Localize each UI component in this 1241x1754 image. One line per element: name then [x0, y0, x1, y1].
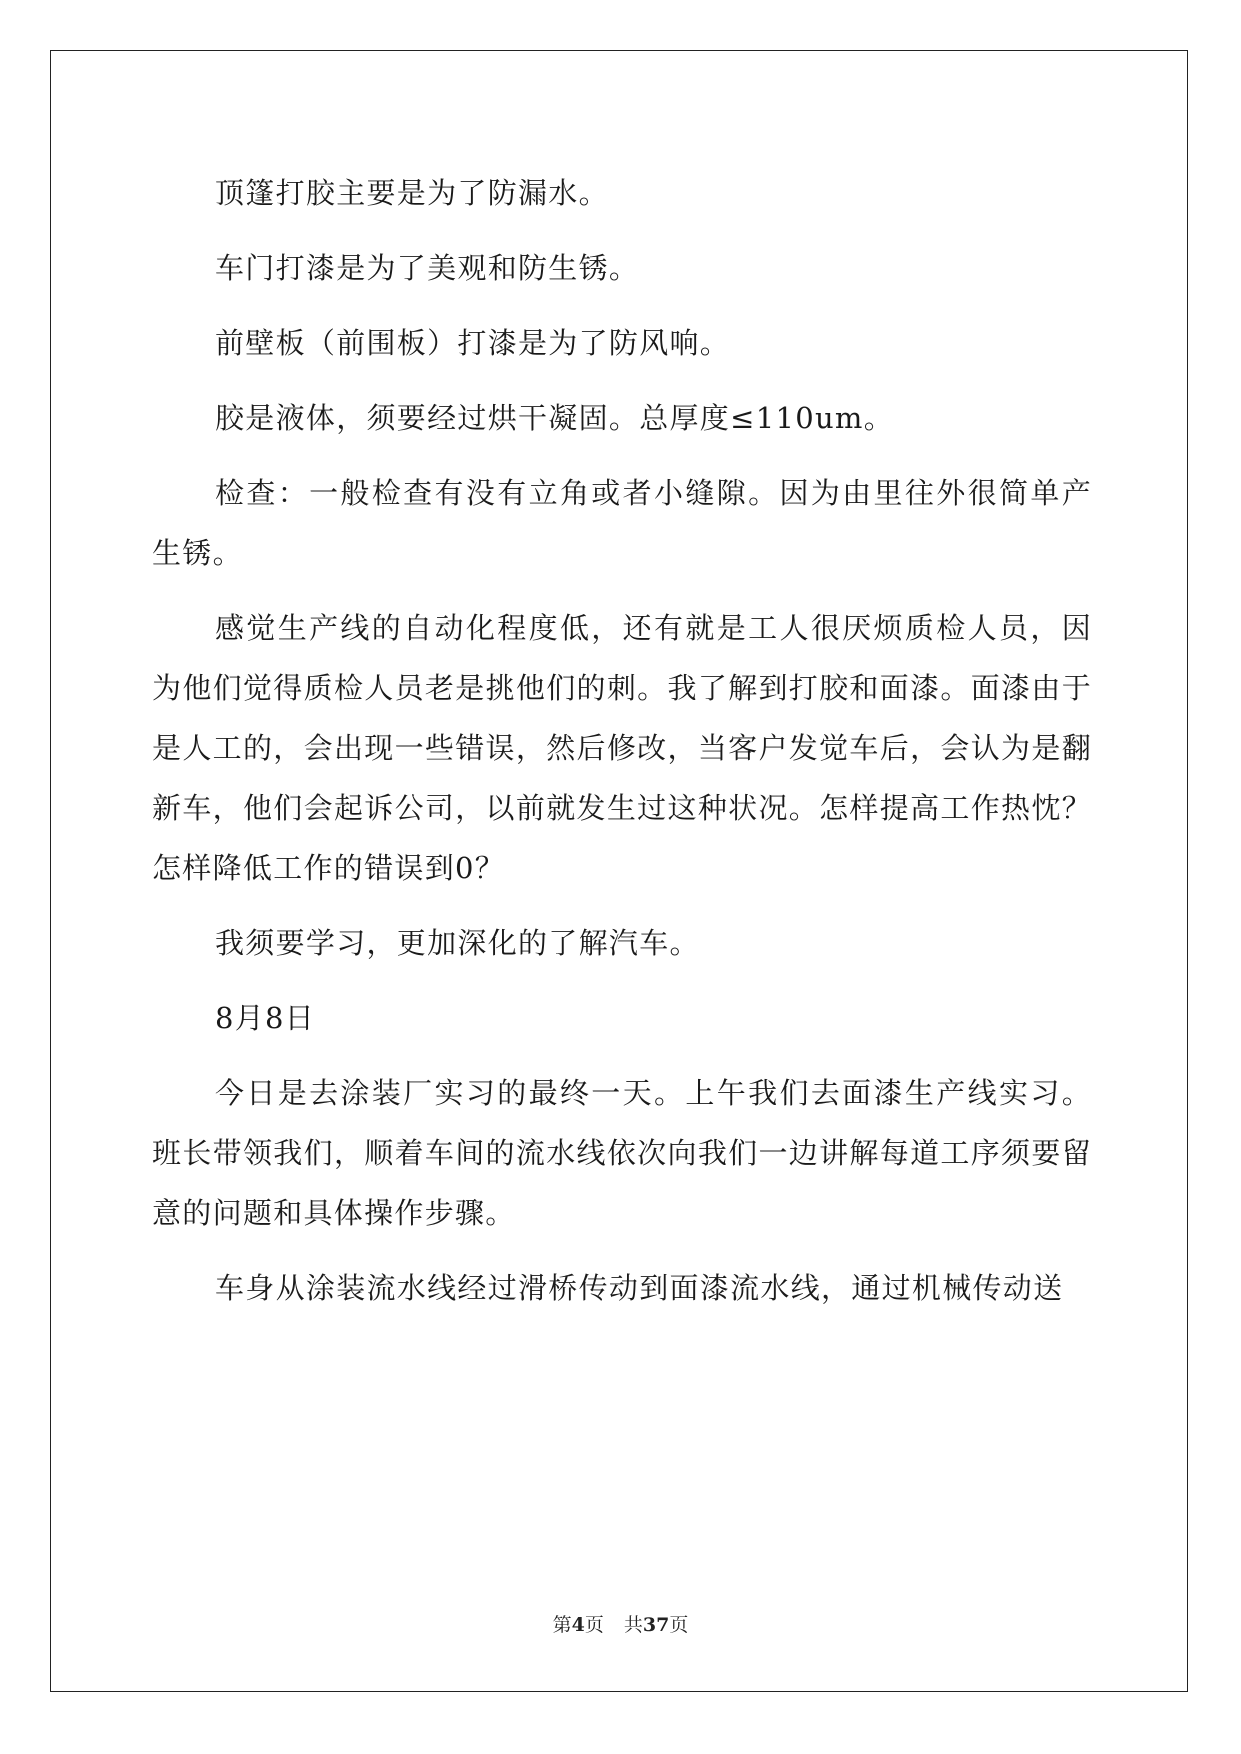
paragraph: 感觉生产线的自动化程度低，还有就是工人很厌烦质检人员，因为他们觉得质检人员老是挑他们的刺。我了解到打胶和面漆。面漆由于是人工的，会出现一些错误，然后修改，当客户发觉车后，会认为是翻新车，他们会起诉公司，以前就发生过这种状况。怎样提高工作热忱？怎样降低工作的错误到0？	[152, 611, 1092, 885]
footer-total-prefix: 共	[623, 1614, 643, 1636]
paragraph: 车身从涂装流水线经过滑桥传动到面漆流水线，通过机械传动送	[215, 1271, 1064, 1305]
date-heading: 8月8日	[215, 1001, 316, 1035]
total-page-count: 37	[642, 1614, 670, 1636]
page-footer	[0, 1610, 1241, 1637]
paragraph: 车门打漆是为了美观和防生锈。	[215, 251, 640, 285]
paragraph: 我须要学习，更加深化的了解汽车。	[215, 926, 700, 960]
paragraph: 检查：一般检查有没有立角或者小缝隙。因为由里往外很简单产生锈。	[152, 476, 1092, 570]
document-body	[152, 163, 1092, 1333]
paragraph: 前壁板（前围板）打漆是为了防风响。	[215, 326, 731, 360]
current-page-number: 4	[571, 1614, 585, 1636]
footer-prefix: 第	[552, 1614, 572, 1636]
paragraph: 今日是去涂装厂实习的最终一天。上午我们去面漆生产线实习。班长带领我们，顺着车间的流水线依次向我们一边讲解每道工序须要留意的问题和具体操作步骤。	[152, 1076, 1092, 1230]
footer-total-unit: 页	[669, 1614, 689, 1636]
paragraph: 胶是液体，须要经过烘干凝固。总厚度≤110um。	[215, 401, 895, 435]
paragraph: 顶篷打胶主要是为了防漏水。	[215, 176, 609, 210]
footer-page-unit: 页	[584, 1614, 604, 1636]
